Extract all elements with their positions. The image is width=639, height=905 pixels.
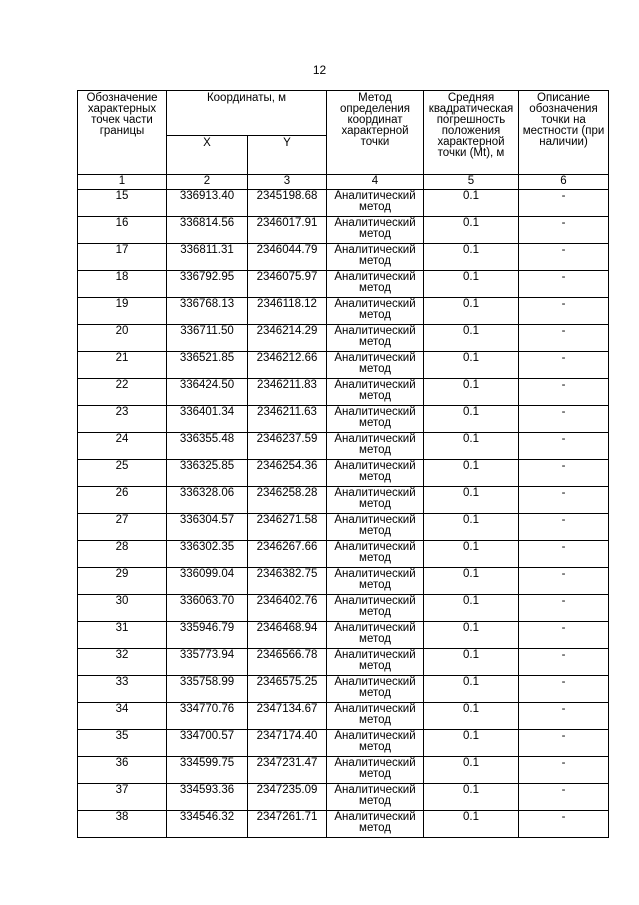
method-cell: Аналитический метод	[327, 757, 424, 784]
y-coordinate-cell: 2346271.58	[248, 514, 327, 541]
y-coordinate-cell: 2346044.79	[248, 244, 327, 271]
y-coordinate-cell: 2346118.12	[248, 298, 327, 325]
method-cell: Аналитический метод	[327, 487, 424, 514]
method-cell: Аналитический метод	[327, 352, 424, 379]
page-number: 12	[312, 63, 327, 77]
y-coordinate-cell: 2346254.36	[248, 460, 327, 487]
description-cell: -	[519, 514, 609, 541]
error-cell: 0.1	[424, 811, 519, 838]
table-row	[78, 649, 609, 676]
header-error: Средняя квадратическая погрешность положения характерной точки (Mt), м	[424, 91, 519, 175]
error-cell: 0.1	[424, 703, 519, 730]
error-cell: 0.1	[424, 433, 519, 460]
description-cell: -	[519, 433, 609, 460]
error-cell: 0.1	[424, 568, 519, 595]
y-coordinate-cell: 2346575.25	[248, 676, 327, 703]
table-row	[78, 730, 609, 757]
point-number-cell: 19	[78, 298, 167, 325]
x-coordinate-cell: 336913.40	[167, 190, 248, 217]
description-cell: -	[519, 622, 609, 649]
table-row	[78, 595, 609, 622]
point-number-cell: 34	[78, 703, 167, 730]
error-cell: 0.1	[424, 271, 519, 298]
x-coordinate-cell: 336521.85	[167, 352, 248, 379]
x-coordinate-cell: 336424.50	[167, 379, 248, 406]
description-cell: -	[519, 784, 609, 811]
y-coordinate-cell: 2346017.91	[248, 217, 327, 244]
method-cell: Аналитический метод	[327, 190, 424, 217]
description-cell: -	[519, 649, 609, 676]
header-designation: Обозначение характерных точек части границы	[78, 91, 167, 175]
x-coordinate-cell: 336328.06	[167, 487, 248, 514]
error-cell: 0.1	[424, 622, 519, 649]
y-coordinate-cell: 2347235.09	[248, 784, 327, 811]
method-cell: Аналитический метод	[327, 703, 424, 730]
method-cell: Аналитический метод	[327, 325, 424, 352]
table-row	[78, 190, 609, 217]
column-number: 4	[327, 175, 424, 190]
error-cell: 0.1	[424, 379, 519, 406]
method-cell: Аналитический метод	[327, 730, 424, 757]
table-row	[78, 622, 609, 649]
column-number: 1	[78, 175, 167, 190]
method-cell: Аналитический метод	[327, 379, 424, 406]
method-cell: Аналитический метод	[327, 406, 424, 433]
y-coordinate-cell: 2347134.67	[248, 703, 327, 730]
x-coordinate-cell: 335946.79	[167, 622, 248, 649]
y-coordinate-cell: 2346212.66	[248, 352, 327, 379]
point-number-cell: 30	[78, 595, 167, 622]
y-coordinate-cell: 2346402.76	[248, 595, 327, 622]
error-cell: 0.1	[424, 757, 519, 784]
column-numbers-row	[78, 175, 609, 190]
y-coordinate-cell: 2345198.68	[248, 190, 327, 217]
description-cell: -	[519, 703, 609, 730]
point-number-cell: 36	[78, 757, 167, 784]
description-cell: -	[519, 352, 609, 379]
error-cell: 0.1	[424, 514, 519, 541]
method-cell: Аналитический метод	[327, 568, 424, 595]
point-number-cell: 35	[78, 730, 167, 757]
table-row	[78, 757, 609, 784]
error-cell: 0.1	[424, 325, 519, 352]
method-cell: Аналитический метод	[327, 622, 424, 649]
x-coordinate-cell: 334599.75	[167, 757, 248, 784]
table-row	[78, 244, 609, 271]
column-number: 5	[424, 175, 519, 190]
x-coordinate-cell: 335773.94	[167, 649, 248, 676]
description-cell: -	[519, 487, 609, 514]
y-coordinate-cell: 2346075.97	[248, 271, 327, 298]
description-cell: -	[519, 298, 609, 325]
method-cell: Аналитический метод	[327, 541, 424, 568]
y-coordinate-cell: 2346237.59	[248, 433, 327, 460]
table-row	[78, 217, 609, 244]
table-row	[78, 676, 609, 703]
x-coordinate-cell: 336401.34	[167, 406, 248, 433]
description-cell: -	[519, 568, 609, 595]
point-number-cell: 16	[78, 217, 167, 244]
x-coordinate-cell: 336304.57	[167, 514, 248, 541]
table-row	[78, 568, 609, 595]
table-row	[78, 460, 609, 487]
description-cell: -	[519, 190, 609, 217]
table-row	[78, 784, 609, 811]
point-number-cell: 17	[78, 244, 167, 271]
method-cell: Аналитический метод	[327, 595, 424, 622]
table-row	[78, 352, 609, 379]
description-cell: -	[519, 757, 609, 784]
header-coordinates: Координаты, м	[167, 91, 327, 136]
y-coordinate-cell: 2346382.75	[248, 568, 327, 595]
error-cell: 0.1	[424, 217, 519, 244]
table-row	[78, 811, 609, 838]
x-coordinate-cell: 336302.35	[167, 541, 248, 568]
point-number-cell: 20	[78, 325, 167, 352]
y-coordinate-cell: 2346566.78	[248, 649, 327, 676]
description-cell: -	[519, 595, 609, 622]
description-cell: -	[519, 325, 609, 352]
table-row	[78, 541, 609, 568]
error-cell: 0.1	[424, 730, 519, 757]
y-coordinate-cell: 2346468.94	[248, 622, 327, 649]
x-coordinate-cell: 334700.57	[167, 730, 248, 757]
x-coordinate-cell: 334546.32	[167, 811, 248, 838]
header-description: Описание обозначения точки на местности (при наличии)	[519, 91, 609, 175]
point-number-cell: 26	[78, 487, 167, 514]
x-coordinate-cell: 336711.50	[167, 325, 248, 352]
header-row	[78, 91, 609, 136]
x-coordinate-cell: 335758.99	[167, 676, 248, 703]
method-cell: Аналитический метод	[327, 433, 424, 460]
y-coordinate-cell: 2346211.83	[248, 379, 327, 406]
description-cell: -	[519, 271, 609, 298]
description-cell: -	[519, 406, 609, 433]
error-cell: 0.1	[424, 406, 519, 433]
description-cell: -	[519, 379, 609, 406]
x-coordinate-cell: 334593.36	[167, 784, 248, 811]
x-coordinate-cell: 336355.48	[167, 433, 248, 460]
table-row	[78, 325, 609, 352]
description-cell: -	[519, 541, 609, 568]
column-number: 2	[167, 175, 248, 190]
point-number-cell: 22	[78, 379, 167, 406]
error-cell: 0.1	[424, 784, 519, 811]
description-cell: -	[519, 244, 609, 271]
x-coordinate-cell: 334770.76	[167, 703, 248, 730]
error-cell: 0.1	[424, 244, 519, 271]
table-row	[78, 703, 609, 730]
y-coordinate-cell: 2347231.47	[248, 757, 327, 784]
column-number: 3	[248, 175, 327, 190]
error-cell: 0.1	[424, 460, 519, 487]
point-number-cell: 28	[78, 541, 167, 568]
table-row	[78, 406, 609, 433]
x-coordinate-cell: 336814.56	[167, 217, 248, 244]
x-coordinate-cell: 336792.95	[167, 271, 248, 298]
method-cell: Аналитический метод	[327, 514, 424, 541]
point-number-cell: 38	[78, 811, 167, 838]
description-cell: -	[519, 811, 609, 838]
point-number-cell: 15	[78, 190, 167, 217]
point-number-cell: 27	[78, 514, 167, 541]
header-x: X	[167, 136, 248, 175]
y-coordinate-cell: 2346258.28	[248, 487, 327, 514]
y-coordinate-cell: 2346211.63	[248, 406, 327, 433]
method-cell: Аналитический метод	[327, 244, 424, 271]
description-cell: -	[519, 460, 609, 487]
point-number-cell: 21	[78, 352, 167, 379]
error-cell: 0.1	[424, 298, 519, 325]
y-coordinate-cell: 2347261.71	[248, 811, 327, 838]
point-number-cell: 25	[78, 460, 167, 487]
column-number: 6	[519, 175, 609, 190]
error-cell: 0.1	[424, 649, 519, 676]
y-coordinate-cell: 2346267.66	[248, 541, 327, 568]
description-cell: -	[519, 730, 609, 757]
header-y: Y	[248, 136, 327, 175]
table-row	[78, 298, 609, 325]
point-number-cell: 24	[78, 433, 167, 460]
point-number-cell: 37	[78, 784, 167, 811]
table-row	[78, 514, 609, 541]
x-coordinate-cell: 336768.13	[167, 298, 248, 325]
error-cell: 0.1	[424, 487, 519, 514]
method-cell: Аналитический метод	[327, 298, 424, 325]
x-coordinate-cell: 336063.70	[167, 595, 248, 622]
error-cell: 0.1	[424, 676, 519, 703]
table-row	[78, 487, 609, 514]
description-cell: -	[519, 217, 609, 244]
y-coordinate-cell: 2346214.29	[248, 325, 327, 352]
x-coordinate-cell: 336325.85	[167, 460, 248, 487]
description-cell: -	[519, 676, 609, 703]
table-row	[78, 379, 609, 406]
point-number-cell: 31	[78, 622, 167, 649]
point-number-cell: 29	[78, 568, 167, 595]
point-number-cell: 18	[78, 271, 167, 298]
method-cell: Аналитический метод	[327, 649, 424, 676]
point-number-cell: 32	[78, 649, 167, 676]
x-coordinate-cell: 336099.04	[167, 568, 248, 595]
method-cell: Аналитический метод	[327, 460, 424, 487]
header-method: Метод определения координат характерной точки	[327, 91, 424, 175]
method-cell: Аналитический метод	[327, 811, 424, 838]
error-cell: 0.1	[424, 541, 519, 568]
error-cell: 0.1	[424, 352, 519, 379]
method-cell: Аналитический метод	[327, 217, 424, 244]
method-cell: Аналитический метод	[327, 271, 424, 298]
x-coordinate-cell: 336811.31	[167, 244, 248, 271]
point-number-cell: 23	[78, 406, 167, 433]
table-row	[78, 271, 609, 298]
table-row	[78, 433, 609, 460]
error-cell: 0.1	[424, 595, 519, 622]
error-cell: 0.1	[424, 190, 519, 217]
y-coordinate-cell: 2347174.40	[248, 730, 327, 757]
boundary-points-table	[77, 90, 609, 838]
method-cell: Аналитический метод	[327, 676, 424, 703]
method-cell: Аналитический метод	[327, 784, 424, 811]
point-number-cell: 33	[78, 676, 167, 703]
